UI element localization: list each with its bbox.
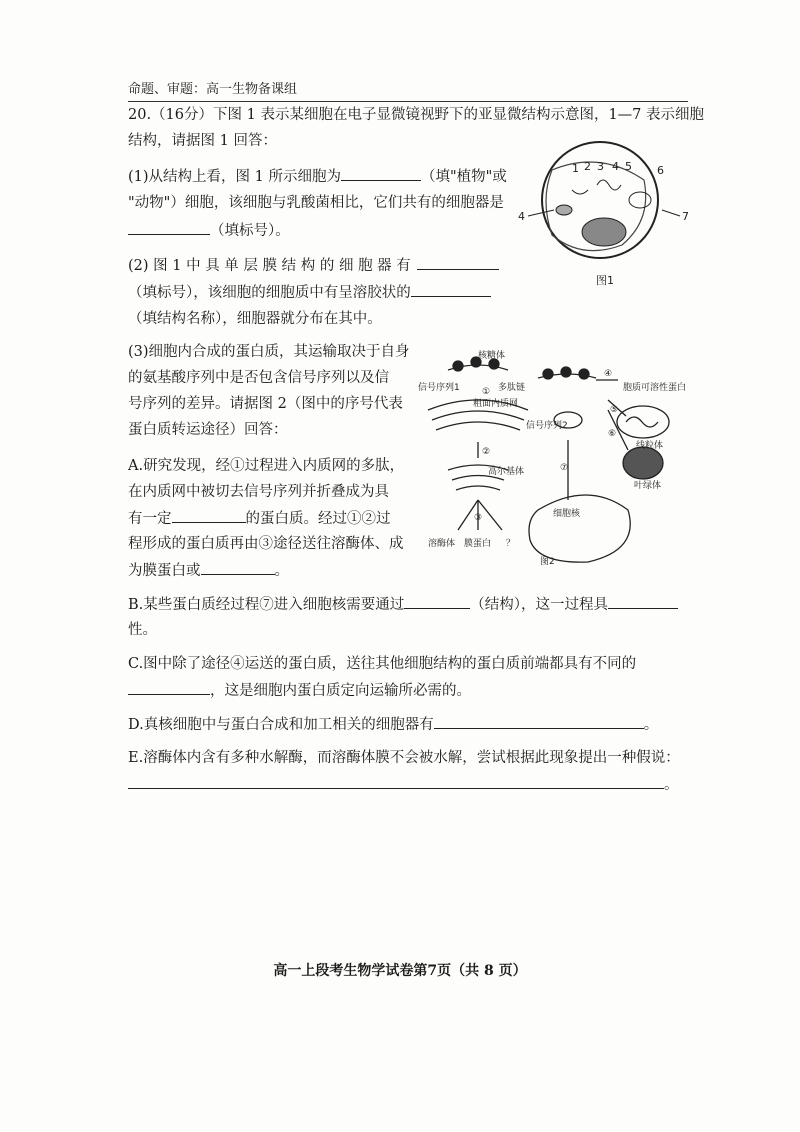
answer-blank[interactable] — [341, 166, 421, 181]
q3a-text-c: 为膜蛋白或 — [128, 563, 201, 579]
question-20-heading-line1: 20.（16分）下图 1 表示某细胞在电子显微镜视野下的亚显微结构示意图，1—7 表示细胞 — [128, 107, 705, 123]
q3b-text-b: （结构），这一过程具 — [470, 597, 609, 613]
answer-blank[interactable] — [608, 594, 678, 609]
q3a-line4: 程形成的蛋白质再由③途径送往溶酶体、成 — [128, 536, 404, 552]
label-unknown: ？ — [506, 539, 516, 549]
q1-line2: "动物"）细胞，该细胞与乳酸菌相比，它们共有的细胞器是 — [128, 195, 504, 211]
q2-text-b: （填标号），该细胞的细胞质中有呈溶胶状的 — [128, 285, 411, 301]
q1-line3 — [128, 220, 290, 241]
q3-line2: 的氨基酸序列中是否包含信号序列以及信 — [128, 370, 389, 386]
q2-text-a: (2) 图 1 中 具 单 层 膜 结 构 的 细 胞 器 有 — [128, 258, 411, 274]
q1-text-a: (1)从结构上看，图 1 所示细胞为 — [128, 169, 341, 185]
page-header: 命题、审题：高一生物备课组 — [128, 78, 688, 102]
label-cytosolic-protein: 胞质可溶性蛋白 — [623, 383, 687, 393]
fig1-label-7: 7 — [682, 210, 689, 223]
step-7: ⑦ — [560, 463, 569, 473]
step-5: ⑤ — [610, 405, 619, 415]
step-6: ⑥ — [608, 429, 617, 439]
answer-blank[interactable] — [417, 255, 499, 270]
fig1-label-2: 2 — [584, 160, 591, 173]
step-3: ③ — [474, 513, 483, 523]
q3d-line1 — [128, 714, 658, 735]
figure-1-cell-diagram — [512, 140, 697, 290]
answer-blank[interactable] — [404, 594, 470, 609]
fig1-label-4-left: 4 — [518, 210, 525, 223]
label-signal-seq-1: 信号序列1 — [418, 383, 460, 393]
answer-blank[interactable] — [434, 714, 644, 729]
label-rough-er: 粗面内质网 — [473, 399, 519, 409]
q3c-line2 — [128, 680, 471, 701]
q3a-text-a: 有一定 — [128, 511, 172, 527]
answer-blank[interactable] — [411, 282, 491, 297]
q2-line3: （填结构名称），细胞器就分布在其中。 — [128, 311, 382, 327]
q3c-line1: C.图中除了途径④运送的蛋白质，送往其他细胞结构的蛋白质前端都具有不同的 — [128, 656, 637, 672]
answer-blank[interactable] — [128, 774, 664, 789]
step-4: ④ — [604, 369, 613, 379]
step-2: ② — [482, 447, 491, 457]
q3e-line1: E.溶酶体内含有多种水解酶，而溶酶体膜不会被水解，尝试根据此现象提出一种假说： — [128, 750, 680, 766]
fig1-label-1: 1 — [572, 162, 579, 175]
fig1-label-3: 3 — [597, 160, 604, 173]
q3b-line2: 性。 — [128, 622, 157, 638]
fig2-caption: 图2 — [540, 557, 555, 567]
q3b-text-a: B.某些蛋白质经过程⑦进入细胞核需要通过 — [128, 597, 405, 613]
q3e-period: 。 — [664, 777, 679, 793]
label-ribosome: 核糖体 — [478, 351, 506, 361]
q3a-text-d: 。 — [274, 563, 289, 579]
page-footer: 高一上段考生物学试卷第7页（共 8 页） — [273, 963, 527, 979]
q1-text-c: （填标号）。 — [210, 223, 290, 239]
q3d-text: D.真核细胞中与蛋白合成和加工相关的细胞器有 — [128, 717, 434, 733]
label-chloroplast: 叶绿体 — [634, 481, 662, 491]
q1-text-b: （填"植物"或 — [420, 169, 507, 185]
label-lysosome: 溶酶体 — [428, 539, 456, 549]
q3e-line2 — [128, 774, 679, 795]
fig1-label-6: 6 — [657, 164, 664, 177]
label-polypeptide: 多肽链 — [498, 383, 526, 393]
label-nucleus: 细胞核 — [553, 509, 581, 519]
q3a-line3 — [128, 508, 391, 529]
q3c-text: ，这是细胞内蛋白质定向运输所必需的。 — [210, 683, 471, 699]
q3a-line2: 在内质网中被切去信号序列并折叠成为具 — [128, 484, 389, 500]
fig1-label-5: 5 — [625, 160, 632, 173]
label-golgi: 高尔基体 — [488, 467, 525, 477]
answer-blank[interactable] — [201, 560, 275, 575]
q3d-period: 。 — [643, 717, 659, 733]
q3a-text-b: 的蛋白质。经过①②过 — [245, 511, 391, 527]
answer-blank[interactable] — [128, 220, 210, 235]
answer-blank[interactable] — [128, 680, 210, 695]
q3-line3: 号序列的差异。请据图 2（图中的序号代表 — [128, 396, 403, 412]
fig1-caption: 图1 — [596, 274, 614, 287]
label-membrane-protein: 膜蛋白 — [464, 539, 492, 549]
figure-2-protein-transport — [418, 350, 698, 575]
q1-line1 — [128, 166, 507, 187]
question-20-heading-line2: 结构，请据图 1 回答： — [128, 133, 277, 149]
q3b-line1 — [128, 594, 678, 615]
q3-line4: 蛋白质转运途径）回答： — [128, 422, 288, 438]
fig1-label-4: 4 — [612, 160, 619, 173]
q3a-line1: A.研究发现，经①过程进入内质网的多肽， — [128, 458, 405, 474]
label-signal-seq-2: 信号序列2 — [526, 421, 568, 431]
q3a-line5 — [128, 560, 289, 581]
q2-line1 — [128, 255, 499, 276]
step-1: ① — [482, 387, 491, 397]
label-mitochondrion: 线粒体 — [636, 441, 664, 451]
q3-line1: (3)细胞内合成的蛋白质，其运输取决于自身 — [128, 344, 410, 360]
answer-blank[interactable] — [172, 508, 246, 523]
q2-line2 — [128, 282, 491, 303]
